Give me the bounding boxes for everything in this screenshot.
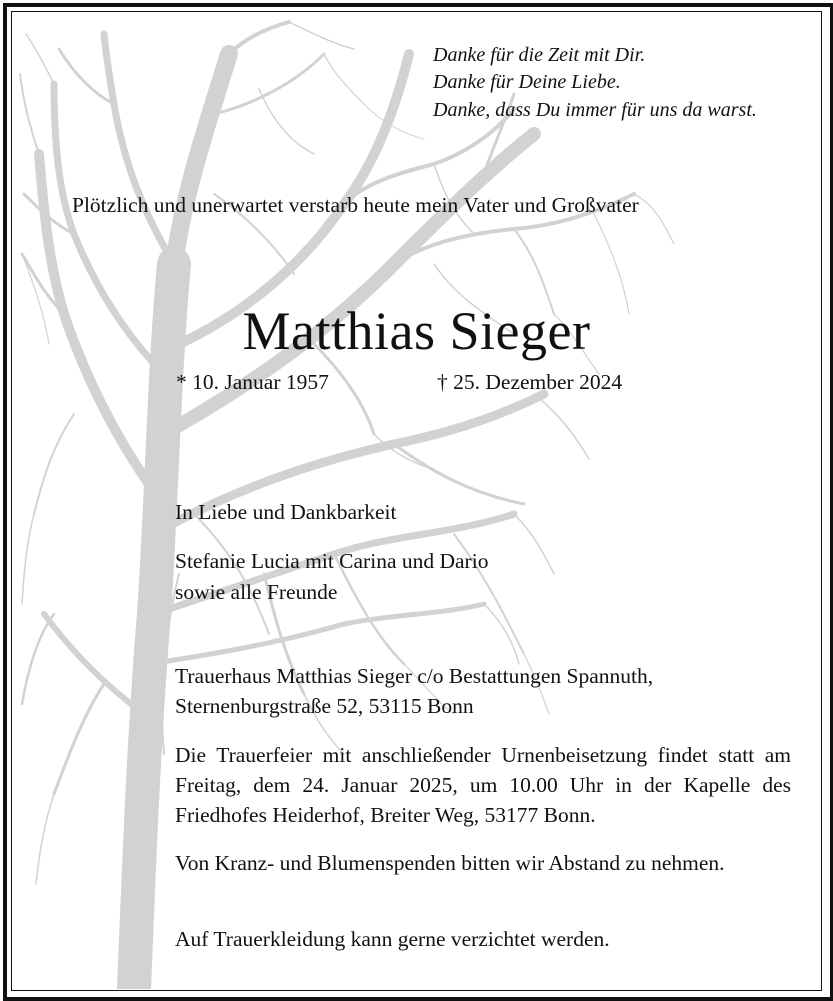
- inner-border: [11, 11, 822, 991]
- death-date: † 25. Dezember 2024: [437, 370, 623, 394]
- quote-line-1: Danke für die Zeit mit Dir.: [433, 44, 646, 66]
- quote-line-3: Danke, dass Du immer für uns da warst.: [433, 99, 757, 121]
- deceased-name: Matthias Sieger: [242, 301, 591, 361]
- attire-note: Auf Trauerkleidung kann gerne verzichtet werden.: [175, 927, 610, 951]
- mourners-heading: In Liebe und Dankbarkeit: [175, 500, 397, 524]
- intro-text: Plötzlich und unerwartet verstarb heute mein Vater und Großvater: [72, 193, 639, 217]
- mourners-line-2: sowie alle Freunde: [175, 580, 338, 604]
- flowers-note: Von Kranz- und Blumenspenden bitten wir Abstand zu nehmen.: [175, 851, 725, 875]
- address-line-1: Trauerhaus Matthias Sieger c/o Bestattungen Spannuth,: [175, 664, 654, 688]
- service-details: Die Trauerfeier mit anschließender Urnenbeisetzung findet statt am Freitag, dem 24. Januar 2025, um 10.00 Uhr in der Kapelle des Friedhofes Heiderhof, Breiter Weg, 53177 Bonn.: [175, 743, 791, 827]
- birth-date: * 10. Januar 1957: [176, 370, 329, 394]
- mourners-line-1: Stefanie Lucia mit Carina und Dario: [175, 549, 489, 573]
- quote-line-2: Danke für Deine Liebe.: [433, 71, 621, 93]
- address-line-2: Sternenburgstraße 52, 53115 Bonn: [175, 694, 474, 718]
